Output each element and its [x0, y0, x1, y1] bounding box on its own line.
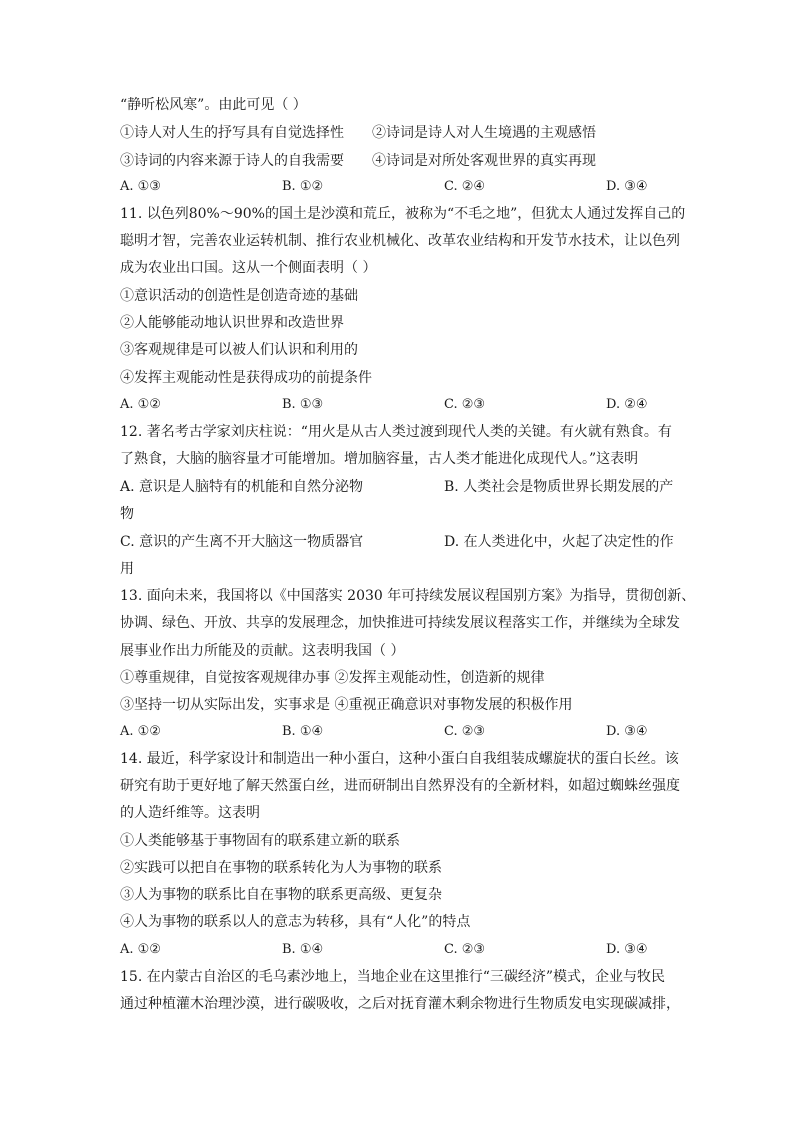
- q13-option-c[interactable]: C. ②③: [444, 724, 486, 739]
- q13-stem-line-3: 展事业作出力所能及的贡献。这表明我国（ ）: [120, 643, 405, 659]
- q12-option-b[interactable]: B. 人类社会是物质世界长期发展的产: [444, 479, 674, 495]
- q10-statement-2: ②诗词是诗人对人生境遇的主观感悟: [372, 125, 596, 141]
- q12-option-d[interactable]: D. 在人类进化中，火起了决定性的作: [444, 534, 674, 550]
- q10-statements-row-1: [120, 124, 680, 142]
- q14-stem-line-2: 研究有助于更好地了解天然蛋白丝，进而研制出自然界没有的全新材料，如超过蜘蛛丝强度: [120, 778, 680, 794]
- q14-option-c[interactable]: C. ②③: [444, 942, 486, 957]
- q10-statement-4: ④诗词是对所处客观世界的真实再现: [372, 153, 596, 169]
- q10-stem-continuation: “静听松风寒”。由此可见（ ）: [120, 97, 307, 113]
- q15-stem-line-2: 通过种植灌木治理沙漠，进行碳吸收，之后对抚育灌木剩余物进行生物质发电实现碳减排，: [120, 996, 680, 1012]
- q10-option-d[interactable]: D. ③④: [606, 179, 648, 194]
- q13-stem-line-2: 协调、绿色、开放、共享的发展理念，加快推进可持续发展议程落实工作，并继续为全球发: [120, 615, 680, 631]
- q12-option-d-wrap: 用: [120, 561, 134, 577]
- q11-stem-line-3: 成为农业出口国。这从一个侧面表明（ ）: [120, 260, 377, 276]
- q14-statement-2: ②实践可以把自在事物的联系转化为人为事物的联系: [120, 860, 442, 876]
- q14-option-d[interactable]: D. ③④: [606, 942, 648, 957]
- q13-options: [120, 723, 680, 741]
- q14-stem-line-1: 14. 最近，科学家设计和制造出一种小蛋白，这种小蛋白自我组装成螺旋状的蛋白长丝。该: [120, 751, 679, 767]
- q12-options-row-2: [120, 533, 680, 551]
- q11-statement-4: ④发挥主观能动性是获得成功的前提条件: [120, 370, 372, 386]
- q12-option-a[interactable]: A. 意识是人脑特有的机能和自然分泌物: [120, 479, 364, 495]
- q11-option-b[interactable]: B. ①③: [282, 397, 324, 412]
- q13-option-a[interactable]: A. ①②: [120, 724, 161, 739]
- q13-option-b[interactable]: B. ①④: [282, 724, 324, 739]
- q14-statement-1: ①人类能够基于事物固有的联系建立新的联系: [120, 833, 400, 849]
- q14-option-a[interactable]: A. ①②: [120, 942, 161, 957]
- q11-options: [120, 396, 680, 414]
- q11-option-d[interactable]: D. ②④: [606, 397, 648, 412]
- q12-stem-line-2: 了熟食，大脑的脑容量才可能增加。增加脑容量，古人类才能进化成现代人。”这表明: [120, 451, 639, 467]
- q14-option-b[interactable]: B. ①④: [282, 942, 324, 957]
- q10-statement-1: ①诗人对人生的抒写具有自觉选择性: [120, 125, 344, 141]
- q10-option-c[interactable]: C. ②④: [444, 179, 486, 194]
- q11-stem-line-1: 11. 以色列80%～90%的国土是沙漠和荒丘，被称为“不毛之地”，但犹太人通过发挥自己的: [120, 206, 686, 222]
- q13-statements-row-1: ①尊重规律，自觉按客观规律办事 ②发挥主观能动性，创造新的规律: [120, 670, 545, 686]
- q10-statements-row-2: [120, 152, 680, 170]
- q11-statement-1: ①意识活动的创造性是创造奇迹的基础: [120, 288, 358, 304]
- q11-option-a[interactable]: A. ①②: [120, 397, 161, 412]
- q12-option-b-wrap: 物: [120, 506, 134, 522]
- q14-stem-line-3: 的人造纤维等。这表明: [120, 805, 260, 821]
- q11-option-c[interactable]: C. ②③: [444, 397, 486, 412]
- q11-statement-2: ②人能够能动地认识世界和改造世界: [120, 315, 344, 331]
- q10-option-b[interactable]: B. ①②: [282, 179, 324, 194]
- q13-stem-line-1: 13. 面向未来，我国将以《中国落实 2030 年可持续发展议程国别方案》为指导，贯彻创新、: [120, 588, 696, 604]
- q11-stem-line-2: 聪明才智，完善农业运转机制、推行农业机械化、改革农业结构和开发节水技术，让以色列: [120, 233, 680, 249]
- q10-option-a[interactable]: A. ①③: [120, 179, 161, 194]
- q11-statement-3: ③客观规律是可以被人们认识和利用的: [120, 342, 358, 358]
- q15-stem-line-1: 15. 在内蒙古自治区的毛乌素沙地上，当地企业在这里推行“三碳经济”模式，企业与牧民: [120, 969, 666, 985]
- q12-option-c[interactable]: C. 意识的产生离不开大脑这一物质器官: [120, 534, 364, 550]
- q10-statement-3: ③诗词的内容来源于诗人的自我需要: [120, 153, 344, 169]
- q14-options: [120, 941, 680, 959]
- q12-options-row-1: [120, 478, 680, 496]
- q13-option-d[interactable]: D. ③④: [606, 724, 648, 739]
- q12-stem-line-1: 12. 著名考古学家刘庆柱说：“用火是从古人类过渡到现代人类的关键。有火就有熟食。有: [120, 424, 672, 440]
- q13-statements-row-2: ③坚持一切从实际出发，实事求是 ④重视正确意识对事物发展的积极作用: [120, 697, 573, 713]
- q10-options: [120, 178, 680, 196]
- q14-statement-3: ③人为事物的联系比自在事物的联系更高级、更复杂: [120, 887, 442, 903]
- q14-statement-4: ④人为事物的联系以人的意志为转移，具有“人化”的特点: [120, 914, 471, 930]
